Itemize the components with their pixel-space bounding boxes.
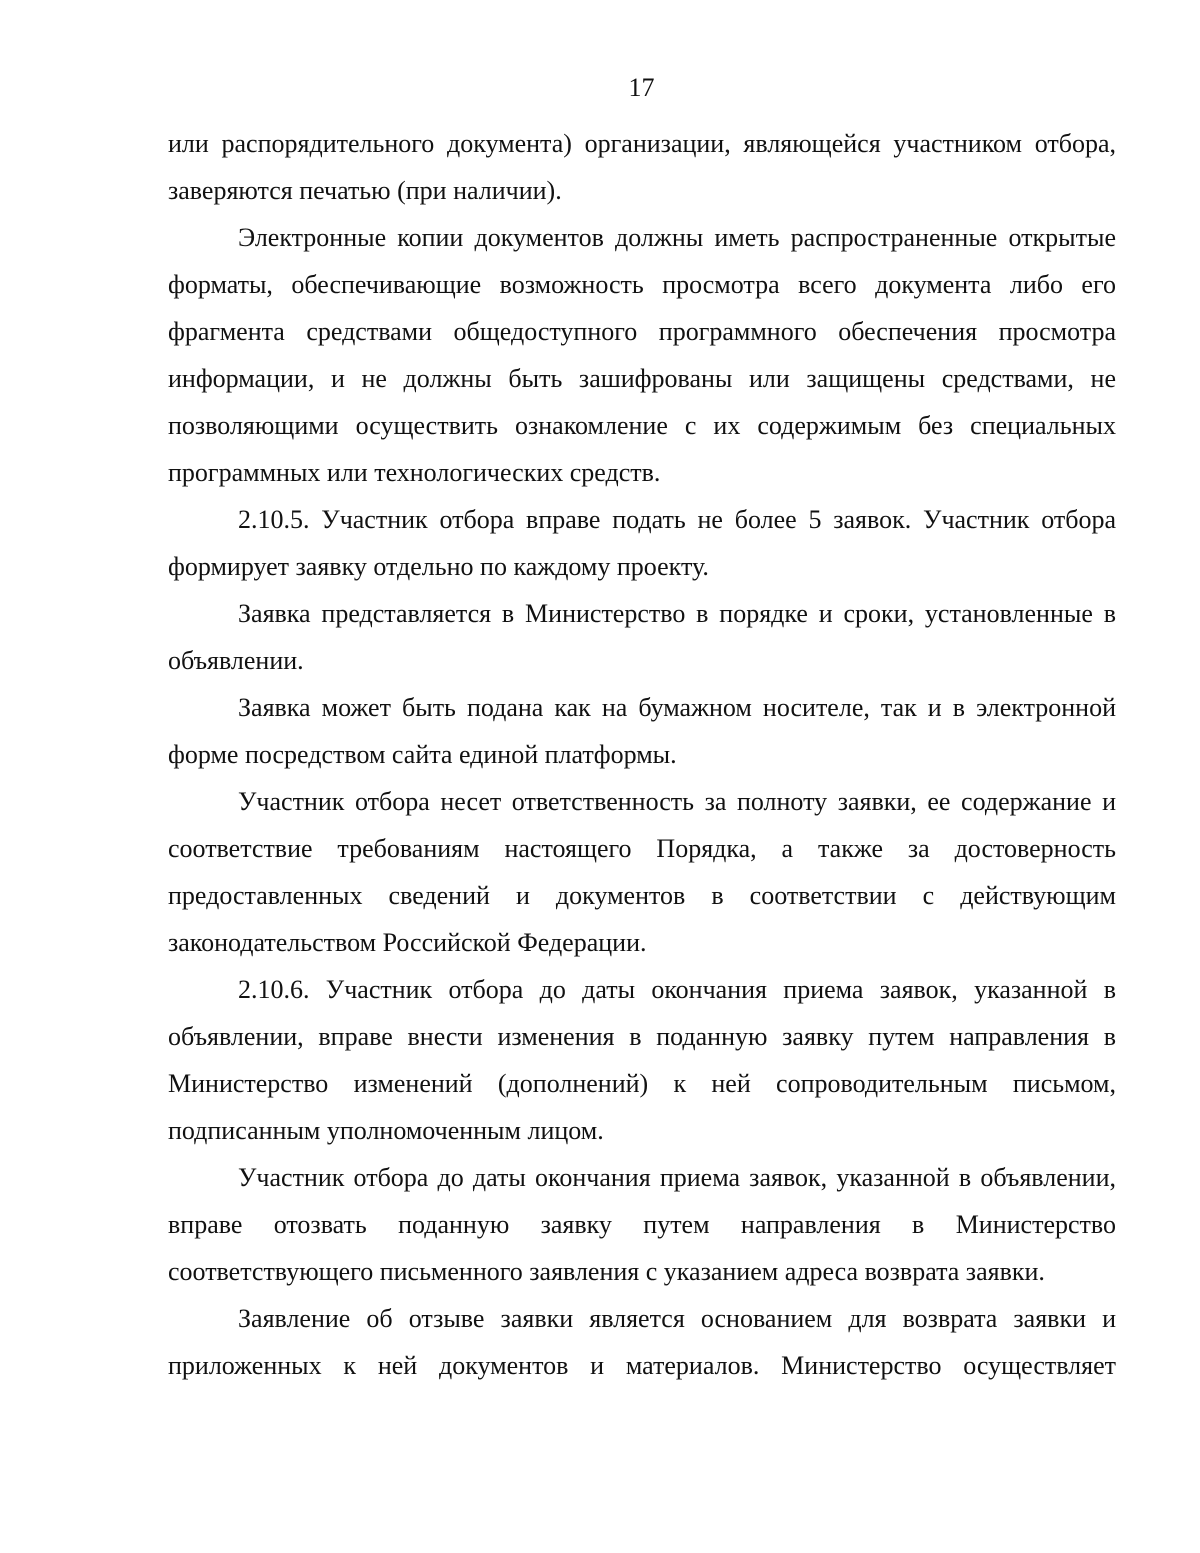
paragraph-withdrawal: Участник отбора до даты окончания приема заявок, указанной в объявлении, вправе отозвать поданную заявку путем направления в Министерство соответствующего письменного заявления с указанием адреса возврата заявки.: [168, 1163, 1116, 1286]
paragraph-withdrawal-statement: Заявление об отзыве заявки является основанием для возврата заявки и приложенных к ней документов и материалов. Министерство осуществляет: [168, 1304, 1116, 1380]
document-body: [168, 120, 1116, 1389]
page-number: 17: [628, 73, 655, 102]
paragraph-continuation: или распорядительного документа) организации, являющейся участником отбора, заверяются печатью (при наличии).: [168, 129, 1116, 205]
paragraph-responsibility: Участник отбора несет ответственность за полноту заявки, ее содержание и соответствие требованиям настоящего Порядка, а также за достоверность предоставленных сведений и документов в соответствии с действующим законодательством Российской Федерации.: [168, 787, 1116, 957]
paragraph-2-10-6: 2.10.6. Участник отбора до даты окончания приема заявок, указанной в объявлении, вправе внести изменения в поданную заявку путем направления в Министерство изменений (дополнений) к ней сопроводительным письмом, подписанным уполномоченным лицом.: [168, 975, 1116, 1145]
paragraph-application-form: Заявка может быть подана как на бумажном носителе, так и в электронной форме посредством сайта единой платформы.: [168, 693, 1116, 769]
paragraph-2-10-5: 2.10.5. Участник отбора вправе подать не более 5 заявок. Участник отбора формирует заявку отдельно по каждому проекту.: [168, 505, 1116, 581]
paragraph-electronic-copies: Электронные копии документов должны иметь распространенные открытые форматы, обеспечивающие возможность просмотра всего документа либо его фрагмента средствами общедоступного программного обеспечения просмотра информации, и не должны быть зашифрованы или защищены средствами, не позволяющими осуществить ознакомление с их содержимым без специальных программных или технологических средств.: [168, 223, 1116, 487]
paragraph-application-submission: Заявка представляется в Министерство в порядке и сроки, установленные в объявлении.: [168, 599, 1116, 675]
